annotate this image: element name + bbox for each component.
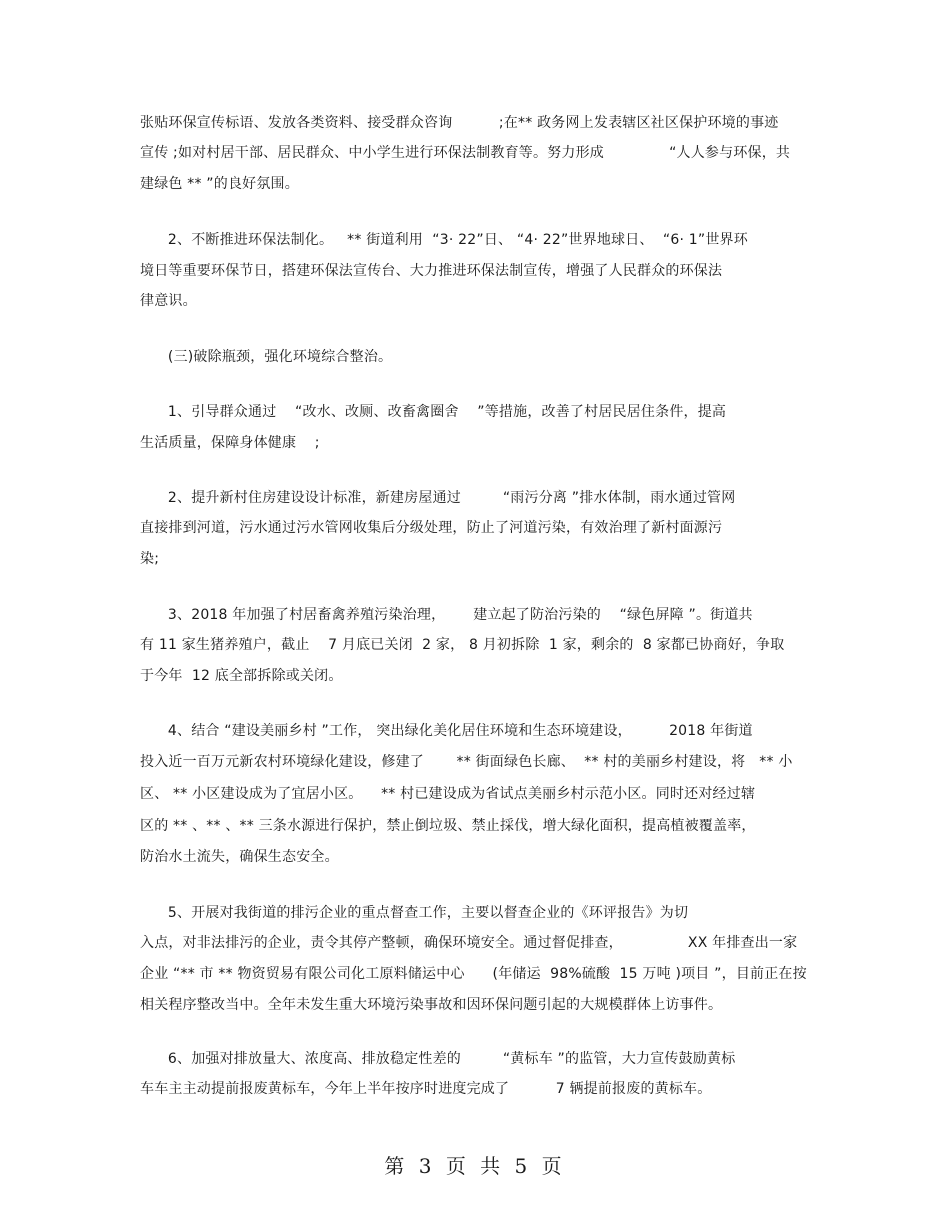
text-line: 宣传 ;如对村居干部、居民群众、中小学生进行环保法制教育等。努力形成 “人人参与环保，共 bbox=[140, 145, 791, 161]
text-line: 律意识。 bbox=[140, 293, 197, 309]
text-line: 防治水土流失，确保生态安全。 bbox=[140, 849, 339, 865]
text-line: 1、引导群众通过 “改水、改厕、改畜禽圈舍 ”等措施，改善了村居民居住条件，提高 bbox=[140, 404, 727, 420]
text-line: 6、加强对排放量大、浓度高、排放稳定性差的 “黄标车 ”的监管，大力宣传鼓励黄标 bbox=[140, 1051, 736, 1067]
text-line: 染; bbox=[140, 551, 160, 567]
text-line: 直接排到河道，污水通过污水管网收集后分级处理，防止了河道污染，有效治理了新村面源污 bbox=[140, 520, 723, 536]
text-line: 境日等重要环保节日，搭建环保法宣传台、大力推进环保法制宣传，增强了人民群众的环保法 bbox=[140, 263, 723, 279]
text-line: 车车主主动提前报废黄标车，今年上半年按序时进度完成了 7 辆提前报废的黄标车。 bbox=[140, 1081, 712, 1097]
text-line: 相关程序整改当中。全年未发生重大环境污染事故和因环保问题引起的大规模群体上访事件。 bbox=[140, 997, 723, 1013]
page-number-footer: 第 3 页 共 5 页 bbox=[384, 1154, 566, 1178]
text-line: 区的 ** 、** 、** 三条水源进行保护，禁止倒垃圾、禁止採伐，增大绿化面积，提高植被覆盖率， bbox=[140, 818, 756, 834]
text-line: 投入近一百万元新农村环境绿化建设，修建了 ** 街面绿色长廊、 ** 村的美丽乡村建设，将 ** 小 bbox=[140, 754, 793, 770]
text-line: 有 11 家生猪养殖户，截止 7 月底已关闭 2 家， 8 月初拆除 1 家，剩余的 8 家都已协商好，争取 bbox=[140, 637, 785, 653]
text-line: 区、 ** 小区建设成为了宜居小区。 ** 村已建设成为省试点美丽乡村示范小区。同时还对经过辖 bbox=[140, 786, 756, 802]
text-line: 2、提升新村住房建设设计标准，新建房屋通过 “雨污分离 ”排水体制，雨水通过管网 bbox=[140, 490, 736, 506]
text-line: 张贴环保宣传标语、发放各类资料、接受群众咨询 ;在** 政务网上发表辖区社区保护环境的事迹 bbox=[140, 115, 779, 131]
text-line: 建绿色 ** ”的良好氛围。 bbox=[140, 176, 299, 192]
text-line: 5、开展对我街道的排污企业的重点督查工作，主要以督查企业的《环评报告》为切 bbox=[140, 905, 689, 921]
text-line: 3、2018 年加强了村居畜禽养殖污染治理， 建立起了防治污染的 “绿色屏障 ”。街道共 bbox=[140, 607, 753, 623]
text-line: 2、不断推进环保法制化。 ** 街道利用 “3· 22”日、 “4· 22”世界地球日、 “6· 1”世界环 bbox=[140, 232, 748, 248]
section-heading: (三)破除瓶颈，强化环境综合整治。 bbox=[140, 349, 393, 365]
text-line: 入点，对非法排污的企业，责令其停产整顿，确保环境安全。通过督促排查， XX 年排查出一家 bbox=[140, 935, 798, 951]
text-line: 生活质量，保障身体健康 ; bbox=[140, 435, 320, 451]
text-line: 4、结合 “建设美丽乡村 ”工作， 突出绿化美化居住环境和生态环境建设， 2018 年街道 bbox=[140, 723, 753, 739]
text-line: 于今年 12 底全部拆除或关闭。 bbox=[140, 668, 343, 684]
text-line: 企业 “** 市 ** 物资贸易有限公司化工原料储运中心 (年储运 98%硫酸 15 万吨 )项目 ”，目前正在按 bbox=[140, 966, 807, 982]
